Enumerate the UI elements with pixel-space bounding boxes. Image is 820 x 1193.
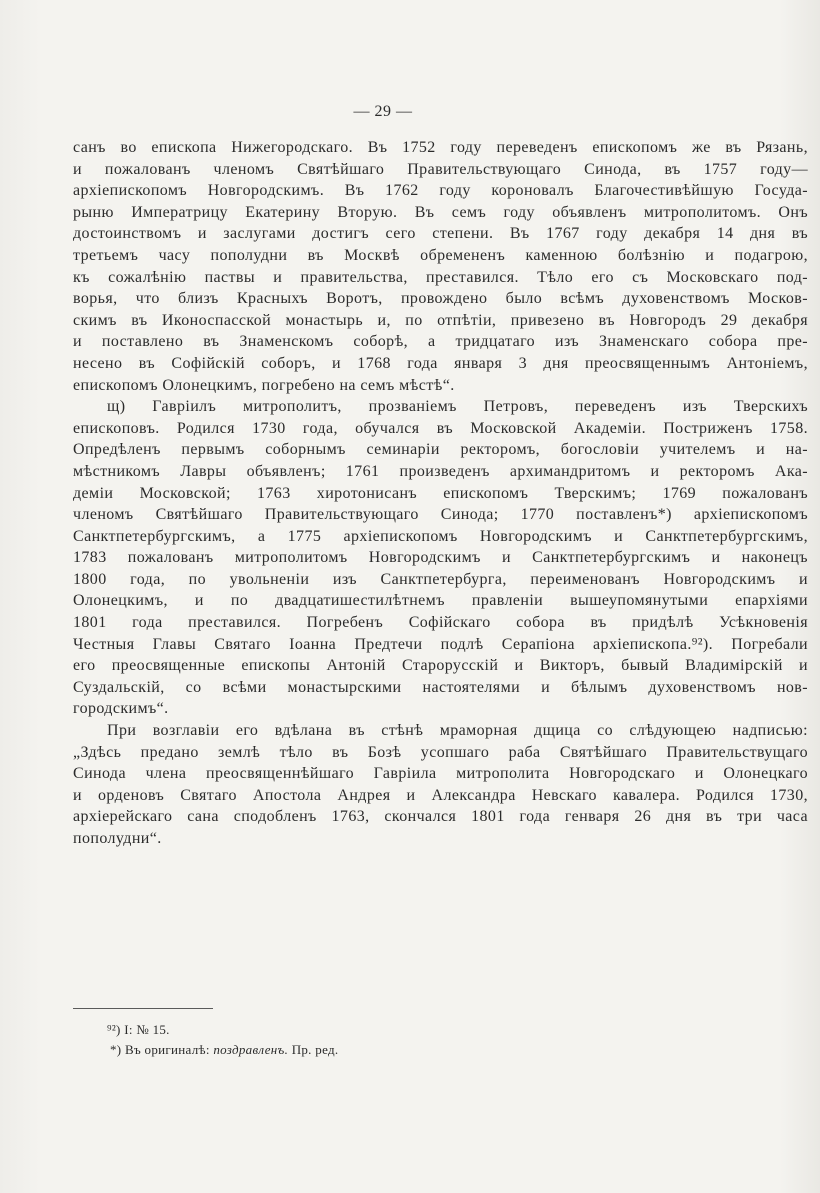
text-line: рыню Императрицу Екатерину Вторую. Въ семъ году объявленъ митрополитомъ. Онъ xyxy=(73,203,808,221)
footnote-text: Въ оригиналѣ: xyxy=(125,1042,210,1057)
text-line: деміи Московской; 1763 хиротонисанъ епископомъ Тверскимъ; 1769 пожалованъ xyxy=(73,484,808,502)
footnote-italic-word: поздравленъ. xyxy=(213,1042,289,1057)
text-line: 1783 пожалованъ митрополитомъ Новгородскимъ и Санктпетербургскимъ и наконецъ xyxy=(73,549,808,567)
text-line: 1800 года, по увольненіи изъ Санктпетербурга, переименованъ Новгородскимъ и xyxy=(73,570,808,588)
text-line: ворья, что близъ Красныхъ Воротъ, провождено было всѣмъ духовенствомъ Москов- xyxy=(73,290,808,308)
text-line: пополудни“. xyxy=(73,830,162,847)
page-number: — 29 — xyxy=(353,103,413,120)
footnote-marker: *) xyxy=(110,1042,122,1057)
paragraph-inscription xyxy=(73,720,808,850)
text-line: городскимъ“. xyxy=(73,700,169,718)
text-line: „Здѣсь предано землѣ тѣло въ Бозѣ усопшаго раба Святѣйшаго Правительствущаго xyxy=(73,743,808,761)
text-line: При возглавіи его вдѣлана въ стѣнѣ мраморная дщица со слѣдующею надписью: xyxy=(107,722,808,740)
text-line: Санктпетербургскимъ, а 1775 архіепископомъ Новгородскимъ и Санктпетербургскимъ, xyxy=(73,527,808,545)
text-line: несено въ Софійскій соборъ, и 1768 года января 3 дня преосвященнымъ Антоніемъ, xyxy=(73,354,808,372)
text-line: щ) Гавріилъ митрополитъ, прозваніемъ Петровъ, переведенъ изъ Тверскихъ xyxy=(107,398,808,416)
text-line: и орденовъ Святаго Апостола Андрея и Александра Невскаго кавалера. Родился 1730, xyxy=(73,786,808,804)
text-line: скимъ въ Иконоспасской монастырь и, по отпѣтіи, привезено въ Новгородъ 29 декабря xyxy=(73,311,808,329)
text-line: санъ во епископа Нижегородскаго. Въ 1752 году переведенъ епископомъ же въ Рязань, xyxy=(73,139,808,156)
text-line: 1801 года преставился. Погребенъ Софійскаго собора въ придѣлѣ Усѣкновенія xyxy=(73,614,808,632)
text-line: Честныя Главы Святаго Іоанна Предтечи подлѣ Серапіона архіепископа.⁹²). Погребали xyxy=(73,635,808,653)
text-line: достоинствомъ и заслугами достигъ сего степени. Въ 1767 году декабря 14 дня въ xyxy=(73,225,808,243)
text-line: епископомъ Олонецкимъ, погребено на семъ мѣстѣ“. xyxy=(73,376,455,394)
text-line: его преосвященные епископы Антоній Старорусскій и Викторъ, бывый Владимірскій и xyxy=(73,657,808,675)
text-line: архіерейскаго сана сподобленъ 1763, скончался 1801 года генваря 26 дня въ три часа xyxy=(73,808,808,826)
text-line: архіепископомъ Новгородскимъ. Въ 1762 году короновалъ Благочестивѣйшую Госуда- xyxy=(73,182,808,200)
text-line: и поставлено въ Знаменскомъ соборѣ, а тридцатаго изъ Знаменскаго собора пре- xyxy=(73,333,808,351)
text-line: и пожалованъ членомъ Святѣйшаго Правительствующаго Синода, въ 1757 году— xyxy=(73,160,808,178)
footnote-92 xyxy=(73,1020,673,1040)
text-line: мѣстникомъ Лавры объявленъ; 1761 произведенъ архимандритомъ и ректоромъ Ака- xyxy=(73,462,808,480)
text-line: къ сожалѣнію паствы и правительства, преставился. Тѣло его съ Московскаго под- xyxy=(73,268,808,286)
footnote-separator xyxy=(73,1008,213,1009)
paragraph-gavriil xyxy=(73,396,808,720)
paragraph-continuation xyxy=(73,137,808,396)
text-line: Синода члена преосвященнѣйшаго Гавріила митрополита Новгородскаго и Олонецкаго xyxy=(73,765,808,783)
body-text xyxy=(73,137,808,850)
text-line: членомъ Святѣйшаго Правительствующаго Синода; 1770 поставленъ*) архіепископомъ xyxy=(73,506,808,524)
text-line: Опредѣленъ первымъ соборнымъ семинаріи ректоромъ, богословіи учителемъ и на- xyxy=(73,441,808,459)
footnote-marker: ⁹²) xyxy=(107,1022,121,1037)
text-line: Суздальскій, со всѣми монастырскими настоятелями и бѣлымъ духовенствомъ нов- xyxy=(73,678,808,696)
footnote-text: I: № 15. xyxy=(124,1022,170,1037)
footnotes xyxy=(73,1020,673,1060)
footnote-asterisk xyxy=(73,1040,673,1060)
footnote-editor-note: Пр. ред. xyxy=(291,1042,339,1057)
text-line: епископовъ. Родился 1730 года, обучался въ Московской Академіи. Постриженъ 1758. xyxy=(73,419,808,437)
text-line: третьемъ часу пополудни въ Москвѣ обремененъ каменною болѣзнію и подагрою, xyxy=(73,246,808,264)
text-line: Олонецкимъ, и по двадцатишестилѣтнемъ правленіи вышеупомянутыми епархіями xyxy=(73,592,808,610)
